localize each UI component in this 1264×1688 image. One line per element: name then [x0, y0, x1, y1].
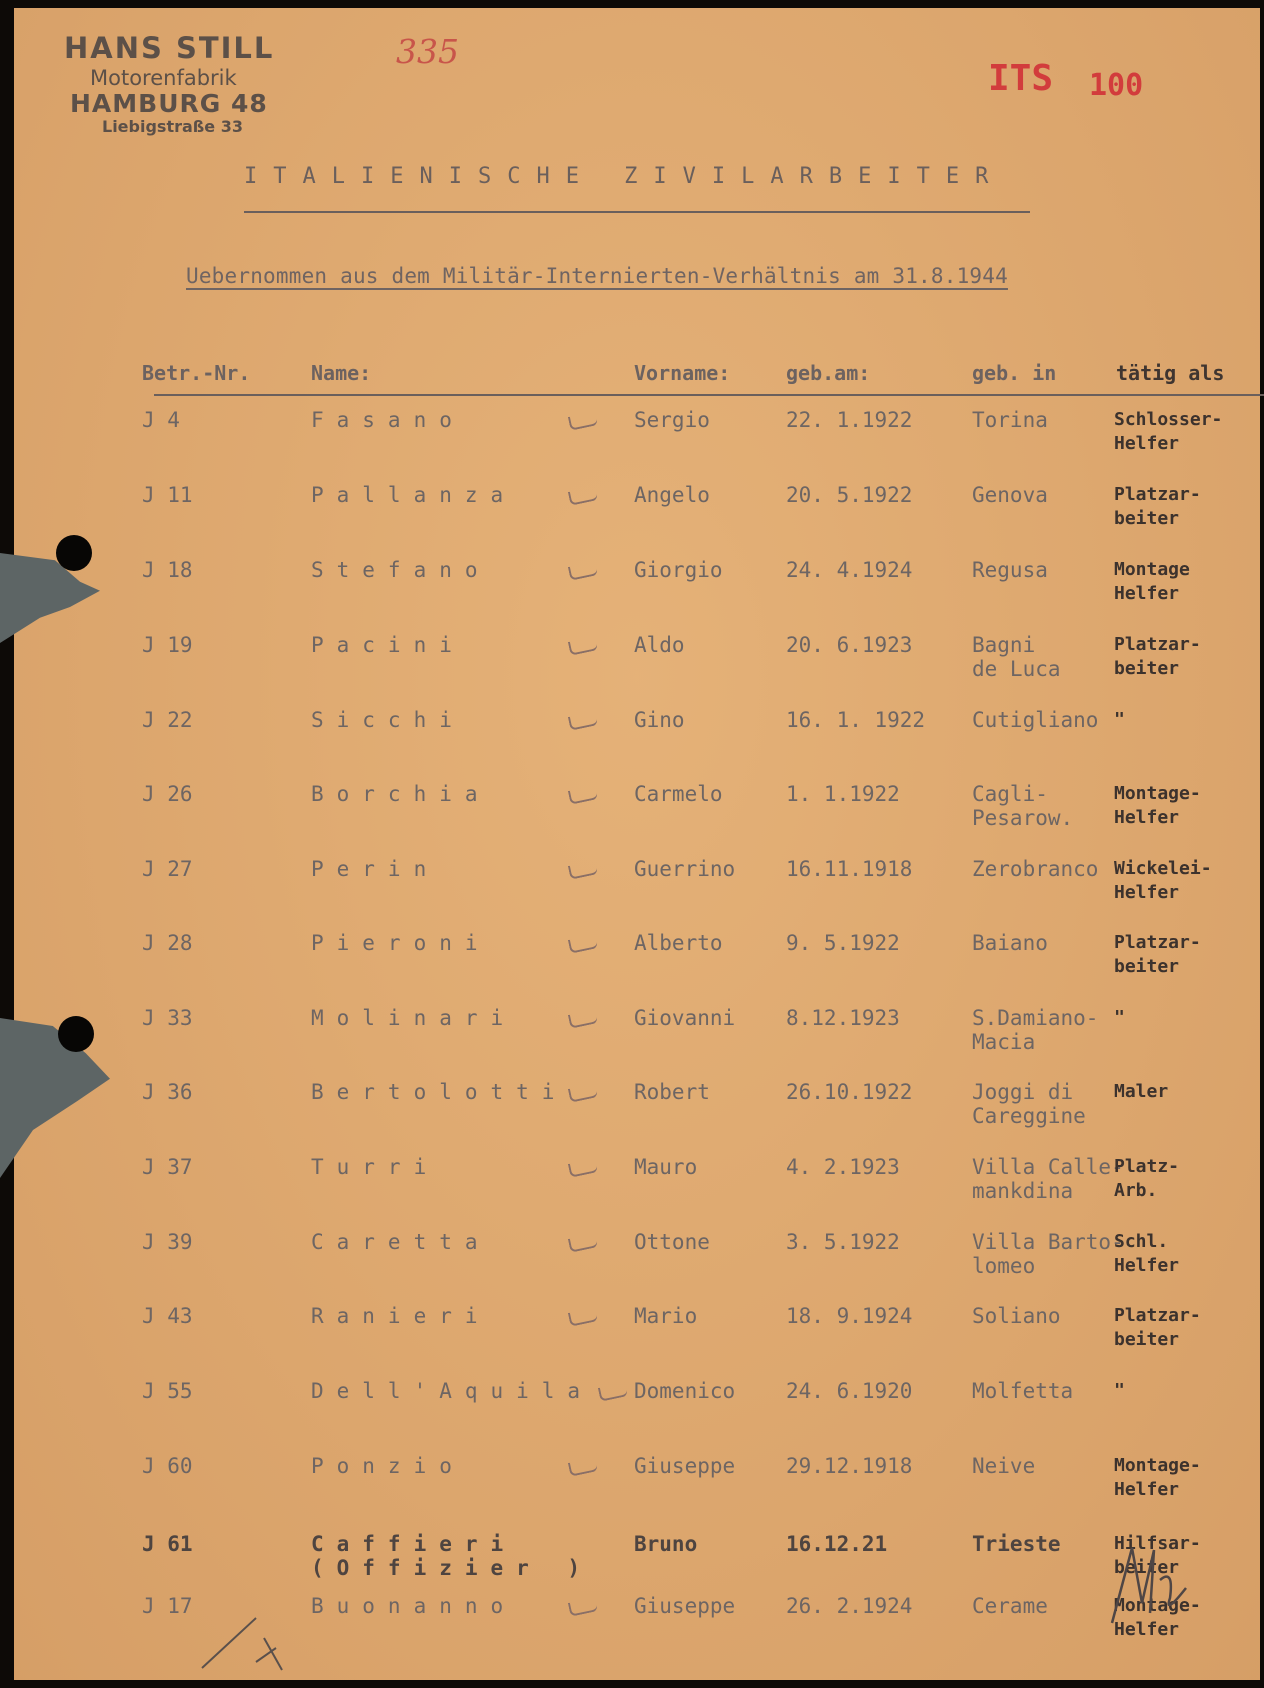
cell-vorname: Sergio — [634, 408, 710, 432]
handwritten-number: 335 — [396, 32, 459, 71]
cell-taetig: Wickelei- Helfer — [1114, 858, 1212, 903]
check-mark — [568, 636, 598, 656]
cell-geb-in: Villa Calle- mankdina — [972, 1155, 1124, 1203]
cell-name: Turri — [311, 1155, 440, 1179]
cell-name: Ranieri — [311, 1304, 491, 1328]
table-row — [14, 782, 1260, 852]
table-row — [14, 633, 1260, 703]
table-row — [14, 1230, 1260, 1300]
cell-taetig: Montage- Helfer — [1114, 1595, 1201, 1640]
cell-geb-am: 20. 5.1922 — [786, 483, 913, 507]
cell-geb-in: Joggi di Careggine — [972, 1080, 1086, 1128]
table-row — [14, 1532, 1260, 1602]
cell-nr: J 17 — [142, 1594, 193, 1618]
cell-name: Pallanza — [311, 483, 517, 507]
header-vorname: Vorname: — [634, 361, 731, 385]
cell-geb-in: Regusa — [972, 558, 1048, 582]
cell-geb-in: Baiano — [972, 931, 1048, 955]
cell-geb-am: 3. 5.1922 — [786, 1230, 900, 1254]
header-rule — [154, 394, 1264, 396]
cell-name: Perin — [311, 857, 440, 881]
cell-vorname: Giorgio — [634, 558, 723, 582]
cell-geb-am: 9. 5.1922 — [786, 931, 900, 955]
cell-nr: J 55 — [142, 1379, 193, 1403]
check-mark — [568, 1597, 598, 1617]
cell-nr: J 33 — [142, 1006, 193, 1030]
header-taetig: tätig als — [1116, 361, 1225, 385]
table-row — [14, 1379, 1260, 1449]
cell-geb-in: Trieste — [972, 1532, 1061, 1556]
cell-name: Ponzio — [311, 1454, 465, 1478]
cell-vorname: Carmelo — [634, 782, 723, 806]
cell-taetig: Platzar- beiter — [1114, 932, 1201, 977]
cell-geb-in: Cerame — [972, 1594, 1048, 1618]
cell-taetig: " — [1114, 1380, 1125, 1401]
cell-nr: J 19 — [142, 633, 193, 657]
cell-nr: J 27 — [142, 857, 193, 881]
check-mark — [568, 1009, 598, 1029]
title-rule — [244, 211, 1030, 213]
cell-nr: J 4 — [142, 408, 180, 432]
cell-vorname: Ottone — [634, 1230, 710, 1254]
cell-nr: J 36 — [142, 1080, 193, 1104]
cell-name: Pieroni — [311, 931, 491, 955]
cell-name: Bertolotti — [311, 1080, 568, 1104]
cell-nr: J 22 — [142, 708, 193, 732]
check-mark — [568, 1233, 598, 1253]
company-stamp — [64, 31, 275, 136]
cell-taetig: Montage- Helfer — [1114, 783, 1201, 828]
margin-mark — [194, 1608, 314, 1678]
check-mark — [568, 1307, 598, 1327]
cell-name: Molinari — [311, 1006, 517, 1030]
cell-taetig: " — [1114, 1007, 1125, 1028]
cell-geb-in: Villa Barto- lomeo — [972, 1230, 1124, 1278]
cell-geb-in: Cutigliano — [972, 708, 1099, 732]
cell-geb-am: 1. 1.1922 — [786, 782, 900, 806]
cell-taetig: Platzar- beiter — [1114, 634, 1201, 679]
cell-taetig: " — [1114, 709, 1125, 730]
cell-vorname: Domenico — [634, 1379, 736, 1403]
cell-taetig: Maler — [1114, 1081, 1169, 1102]
stamp-street: Liebigstraße 33 — [102, 117, 243, 136]
stamp-city: HAMBURG 48 — [70, 89, 268, 118]
cell-vorname: Robert — [634, 1080, 710, 1104]
cell-name: Dell'Aquila — [311, 1379, 594, 1403]
cell-nr: J 37 — [142, 1155, 193, 1179]
cell-vorname: Mauro — [634, 1155, 698, 1179]
cell-taetig: Hilfsar- beiter — [1114, 1533, 1201, 1578]
cell-nr: J 39 — [142, 1230, 193, 1254]
cell-vorname: Mario — [634, 1304, 698, 1328]
cell-name: Caretta — [311, 1230, 491, 1254]
table-row — [14, 408, 1260, 478]
cell-name: Borchia — [311, 782, 491, 806]
document-subtitle: Uebernommen aus dem Militär-Internierten-Verhältnis am 31.8.1944 — [186, 264, 1008, 288]
header-geb-in: geb. in — [972, 361, 1057, 385]
table-row — [14, 558, 1260, 628]
cell-geb-am: 20. 6.1923 — [786, 633, 913, 657]
check-mark — [568, 561, 598, 581]
cell-name: Buonanno — [311, 1594, 517, 1618]
cell-geb-am: 16.12.21 — [786, 1532, 888, 1556]
table-row — [14, 931, 1260, 1001]
cell-geb-am: 16. 1. 1922 — [786, 708, 926, 732]
cell-nr: J 60 — [142, 1454, 193, 1478]
table-row — [14, 1454, 1260, 1524]
cell-geb-am: 18. 9.1924 — [786, 1304, 913, 1328]
cell-geb-in: Torina — [972, 408, 1048, 432]
check-mark — [568, 711, 598, 731]
stamp-company: HANS STILL — [64, 31, 275, 65]
cell-taetig: Montage Helfer — [1114, 559, 1190, 604]
cell-vorname: Giuseppe — [634, 1454, 736, 1478]
cell-geb-am: 26. 2.1924 — [786, 1594, 913, 1618]
stamp-line2: Motorenfabrik — [90, 66, 237, 90]
header-nr: Betr.-Nr. — [142, 361, 251, 385]
cell-geb-in: Zerobranco — [972, 857, 1099, 881]
check-mark — [568, 860, 598, 880]
check-mark — [568, 411, 598, 431]
check-mark — [568, 785, 598, 805]
table-row — [14, 1155, 1260, 1225]
cell-geb-in: Genova — [972, 483, 1048, 507]
cell-geb-am: 8.12.1923 — [786, 1006, 900, 1030]
cell-nr: J 26 — [142, 782, 193, 806]
cell-taetig: Montage- Helfer — [1114, 1455, 1201, 1500]
cell-taetig: Schl. Helfer — [1114, 1231, 1180, 1276]
archive-number: 100 — [1089, 68, 1144, 103]
table-row — [14, 708, 1260, 778]
cell-geb-in: Molfetta — [972, 1379, 1074, 1403]
cell-vorname: Gino — [634, 708, 685, 732]
check-mark — [568, 1158, 598, 1178]
cell-taetig: Platz- Arb. — [1114, 1156, 1180, 1201]
check-mark — [568, 934, 598, 954]
cell-geb-am: 22. 1.1922 — [786, 408, 913, 432]
table-row — [14, 1304, 1260, 1374]
check-mark — [568, 1083, 598, 1103]
cell-name: Stefano — [311, 558, 491, 582]
cell-vorname: Alberto — [634, 931, 723, 955]
document-title: ITALIENISCHE ZIVILARBEITER — [244, 164, 1005, 189]
cell-geb-in: S.Damiano- Macia — [972, 1006, 1099, 1054]
cell-name: Sicchi — [311, 708, 465, 732]
cell-nr: J 43 — [142, 1304, 193, 1328]
cell-geb-in: Cagli- Pesarow. — [972, 782, 1074, 830]
cell-taetig: Platzar- beiter — [1114, 1305, 1201, 1350]
cell-geb-am: 29.12.1918 — [786, 1454, 913, 1478]
cell-nr: J 11 — [142, 483, 193, 507]
cell-geb-am: 4. 2.1923 — [786, 1155, 900, 1179]
table-row — [14, 857, 1260, 927]
cell-vorname: Angelo — [634, 483, 710, 507]
table-row — [14, 483, 1260, 553]
cell-taetig: Platzar- beiter — [1114, 484, 1201, 529]
header-name: Name: — [311, 361, 372, 385]
cell-geb-am: 26.10.1922 — [786, 1080, 913, 1104]
cell-nr: J 61 — [142, 1532, 193, 1556]
table-row — [14, 1080, 1260, 1150]
table-row — [14, 1006, 1260, 1076]
cell-geb-in: Bagni de Luca — [972, 633, 1061, 681]
check-mark — [598, 1382, 628, 1402]
cell-taetig: Schlosser- Helfer — [1114, 409, 1223, 454]
cell-geb-am: 24. 4.1924 — [786, 558, 913, 582]
cell-name: Pacini — [311, 633, 465, 657]
header-geb-am: geb.am: — [786, 361, 871, 385]
cell-vorname: Giovanni — [634, 1006, 736, 1030]
cell-geb-am: 16.11.1918 — [786, 857, 913, 881]
cell-nr: J 28 — [142, 931, 193, 955]
cell-geb-am: 24. 6.1920 — [786, 1379, 913, 1403]
cell-vorname: Bruno — [634, 1532, 698, 1556]
signature — [1094, 1528, 1204, 1628]
check-mark — [568, 486, 598, 506]
document-page — [14, 8, 1260, 1680]
cell-vorname: Aldo — [634, 633, 685, 657]
cell-geb-in: Soliano — [972, 1304, 1061, 1328]
cell-vorname: Giuseppe — [634, 1594, 736, 1618]
cell-vorname: Guerrino — [634, 857, 736, 881]
archive-mark: ITS — [988, 58, 1054, 99]
check-mark — [568, 1457, 598, 1477]
cell-nr: J 18 — [142, 558, 193, 582]
cell-geb-in: Neive — [972, 1454, 1036, 1478]
cell-name: Fasano — [311, 408, 465, 432]
cell-name: Caffieri (Offizier ) — [311, 1532, 594, 1580]
